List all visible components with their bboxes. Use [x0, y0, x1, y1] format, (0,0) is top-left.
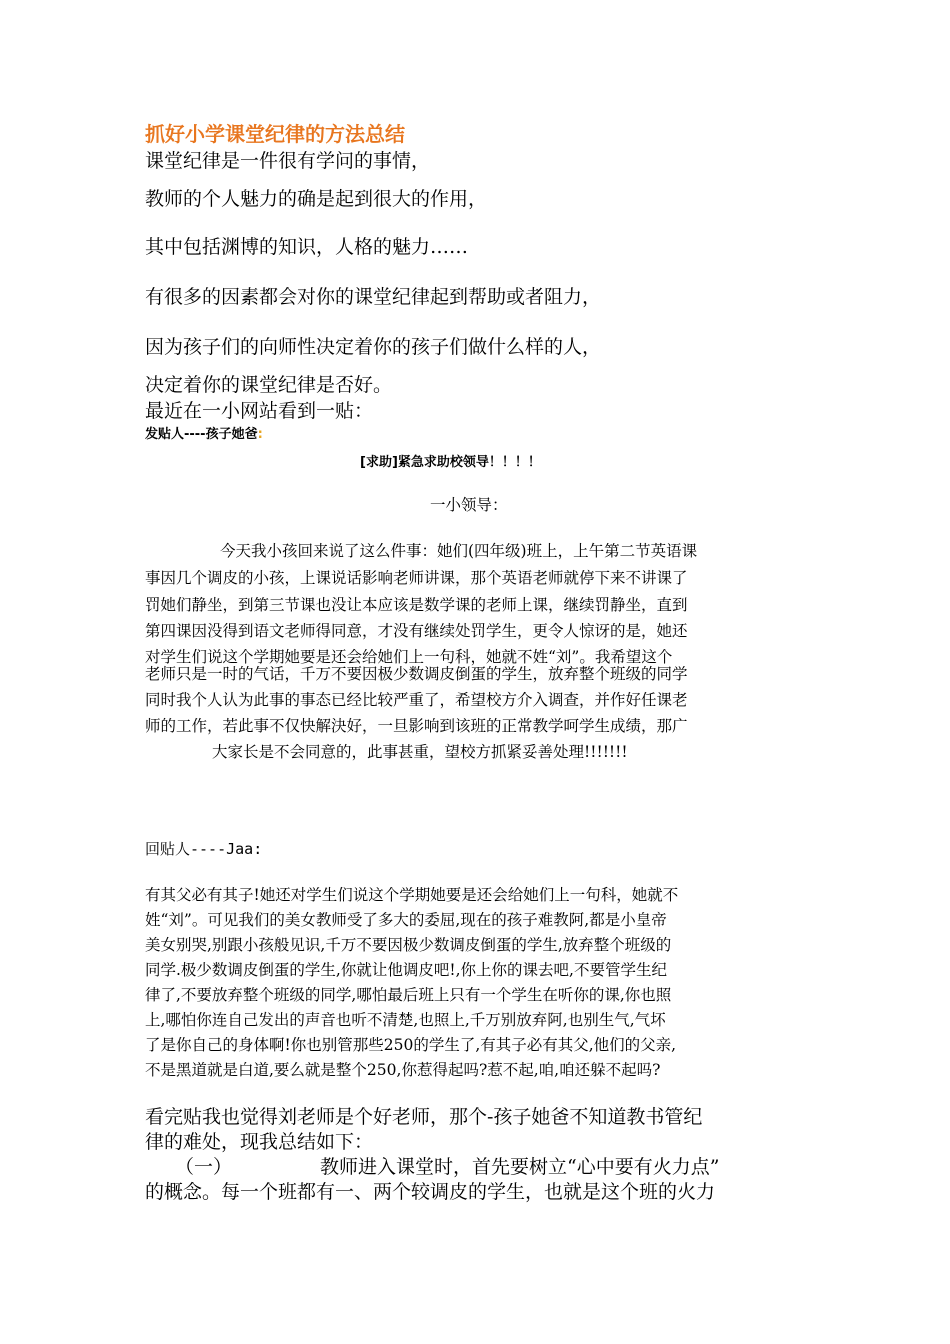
- document-title: 抓好小学课堂纪律的方法总结: [145, 122, 405, 146]
- reply-body-line: 有其父必有其子!她还对学生们说这个学期她要是还会给她们上一句科，她就不: [145, 886, 679, 904]
- section-number: （一）: [175, 1156, 233, 1178]
- intro-line: 决定着你的课堂纪律是否好。: [145, 374, 393, 396]
- reply-body-line: 姓“刘”。可见我们的美女教师受了多大的委屈,现在的孩子难教阿,都是小皇帝: [145, 911, 667, 929]
- reply-body-line: 律了,不要放弃整个班级的同学,哪怕最后班上只有一个学生在听你的课,你也照: [145, 986, 672, 1004]
- intro-line: 因为孩子们的向师性决定着你的孩子们做什么样的人，: [145, 336, 602, 358]
- intro-line: 其中包括渊博的知识，人格的魅力……: [145, 236, 469, 258]
- reply-body-line: 美女别哭,别跟小孩般见识,千万不要因极少数调皮倒蛋的学生,放弃整个班级的: [145, 936, 672, 954]
- reply-label: 回贴人----Jaa:: [145, 840, 263, 858]
- section-line: 教师进入课堂时，首先要树立“心中要有火力点”: [320, 1156, 720, 1178]
- post-salutation: 一小领导：: [430, 496, 508, 514]
- post-body-line: 今天我小孩回来说了这么件事：她们(四年级)班上，上午第二节英语课: [220, 542, 698, 560]
- intro-line: 教师的个人魅力的确是起到很大的作用，: [145, 188, 488, 210]
- post-body-line: 罚她们静坐，到第三节课也没让本应该是数学课的老师上课，继续罚静坐，直到: [145, 596, 688, 614]
- poster-colon: :: [257, 427, 263, 442]
- post-body-line: 同时我个人认为此事的事态已经比较严重了，希望校方介入调查，并作好任课老: [145, 691, 688, 709]
- intro-line: 有很多的因素都会对你的课堂纪律起到帮助或者阻力，: [145, 286, 602, 308]
- reply-body-line: 不是黑道就是白道,要么就是整个250,你惹得起吗?惹不起,咱,咱还躲不起吗?: [145, 1061, 661, 1079]
- post-body-line: 第四课因没得到语文老师得同意，才没有继续处罚学生，更令人惊讶的是，她还: [145, 622, 688, 640]
- post-body-line: 师的工作，若此事不仅快解決好，一旦影响到该班的正常教学呵学生成绩，那广: [145, 717, 688, 735]
- intro-line: 课堂纪律是一件很有学问的事情，: [145, 150, 431, 172]
- post-body-line: 事因几个调皮的小孩，上课说话影响老师讲课，那个英语老师就停下来不讲课了: [145, 569, 688, 587]
- poster-line: [145, 428, 263, 441]
- summary-line: 律的难处，现我总结如下：: [145, 1131, 374, 1153]
- section-line: 的概念。每一个班都有一、两个较调皮的学生，也就是这个班的火力: [145, 1181, 716, 1203]
- post-body-line: 大家长是不会同意的，此事甚重，望校方抓紧妥善处理!!!!!!!: [212, 743, 628, 761]
- post-title: [求助]紧急求助校领导！！！！: [360, 455, 541, 470]
- poster-label: 发贴人----孩子她爸: [145, 427, 258, 442]
- post-body-line: 老师只是一时的气话，千万不要因极少数调皮倒蛋的学生，放弃整个班级的同学: [145, 665, 688, 683]
- reply-body-line: 同学.极少数调皮倒蛋的学生,你就让他调皮吧!,你上你的课去吧,不要管学生纪: [145, 961, 667, 979]
- summary-line: 看完贴我也觉得刘老师是个好老师，那个-孩子她爸不知道教书管纪: [145, 1106, 703, 1128]
- reply-body-line: 上,哪怕你连自己发出的声音也听不清楚,也照上,千万别放弃阿,也别生气,气坏: [145, 1011, 666, 1029]
- reply-body-line: 了是你自己的身体啊!你也别管那些250的学生了,有其子必有其父,他们的父亲,: [145, 1036, 677, 1054]
- post-body-line: 对学生们说这个学期她要是还会给她们上一句科，她就不姓“刘”。我希望这个: [145, 648, 673, 666]
- intro-line: 最近在一小网站看到一贴：: [145, 400, 374, 422]
